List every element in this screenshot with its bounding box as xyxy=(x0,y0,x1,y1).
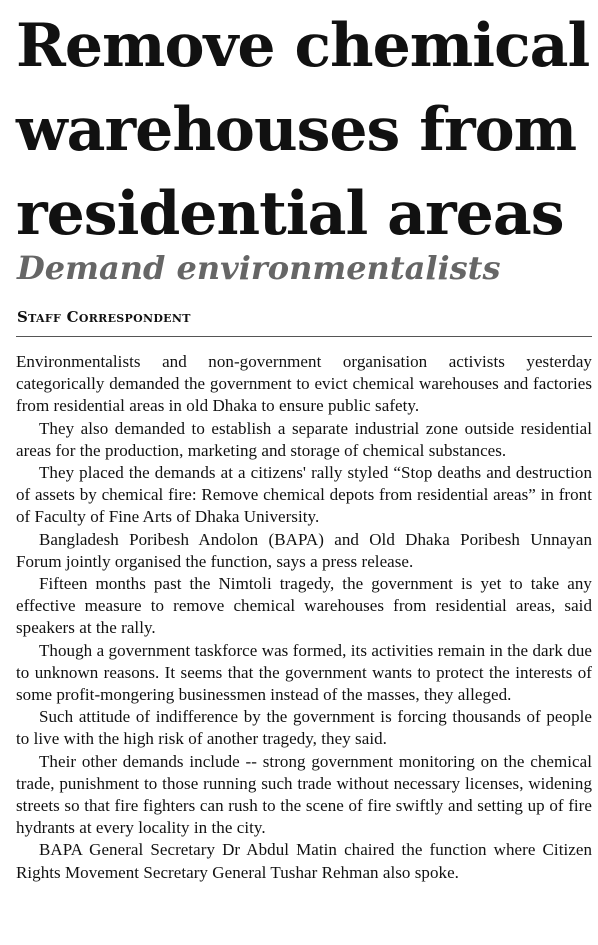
paragraph: They also demanded to establish a separate industrial zone outside residential areas for the production, marketing and storage of chemical substances. xyxy=(16,418,592,460)
paragraph: Such attitude of indifference by the government is forcing thousands of people to live with the high risk of another tragedy, they said. xyxy=(16,707,592,749)
subheadline: Demand environmentalists xyxy=(17,249,501,287)
paragraph: Their other demands include -- strong government monitoring on the chemical trade, punishment to those running such trade without necessary licenses, widening streets so that fire fighters can rush to the scene of fire swiftly and setting up of fire hydrants at every locality in the city. xyxy=(16,751,592,838)
paragraph: Though a government taskforce was formed, its activities remain in the dark due to unknown reasons. It seems that the government wants to protect the interests of some profit-mongering businessmen instead of the masses, they alleged. xyxy=(16,640,592,705)
paragraph: Bangladesh Poribesh Andolon (BAPA) and Old Dhaka Poribesh Unnayan Forum jointly organised the function, says a press release. xyxy=(16,529,592,571)
byline-divider xyxy=(16,336,592,337)
paragraph: BAPA General Secretary Dr Abdul Matin chaired the function where Citizen Rights Movement Secretary General Tushar Rehman also spoke. xyxy=(16,840,592,882)
paragraph: Environmentalists and non-government organisation activists yesterday categorically demanded the government to evict chemical warehouses and factories from residential areas in old Dhaka to ensure public safety. xyxy=(16,352,592,416)
paragraph: They placed the demands at a citizens' rally styled “Stop deaths and destruction of assets by chemical fire: Remove chemical depots from residential areas” in front of Faculty of Fine Arts of Dhaka University. xyxy=(16,463,592,527)
paragraph: Fifteen months past the Nimtoli tragedy, the government is yet to take any effective measure to remove chemical warehouses from residential areas, said speakers at the rally. xyxy=(16,574,592,638)
byline: Staff Correspondent xyxy=(17,308,191,326)
article-body xyxy=(16,351,592,884)
headline: Remove chemical warehouses from residential areas xyxy=(16,11,590,249)
